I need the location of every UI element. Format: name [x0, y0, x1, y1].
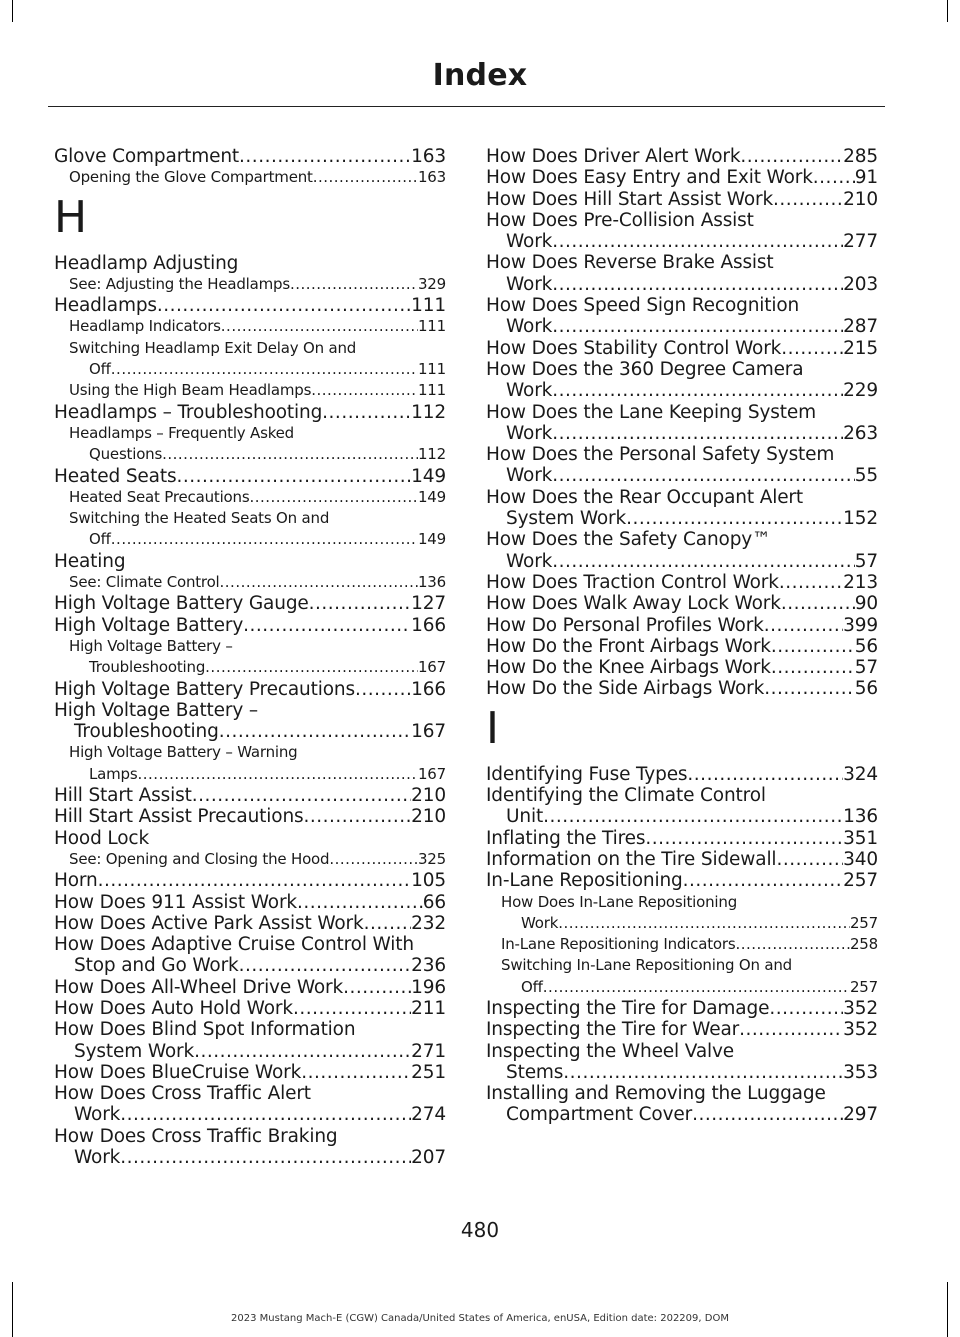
entry-text: How Does Cross Traffic Braking — [54, 1125, 338, 1147]
entry-text: Work — [74, 1147, 121, 1169]
page-reference[interactable]: 210 — [843, 188, 878, 210]
crop-mark-bottom-left — [12, 1282, 13, 1337]
dot-leader — [111, 529, 418, 550]
page-reference[interactable]: 352 — [843, 997, 878, 1019]
dot-leader — [111, 359, 418, 380]
entry-text: High Voltage Battery Gauge — [54, 593, 309, 615]
entry-text: Work — [506, 231, 553, 253]
entry-text: Questions — [89, 445, 163, 464]
dot-leader — [322, 402, 411, 423]
page-reference[interactable]: 203 — [843, 273, 878, 295]
footer-edition-info: 2023 Mustang Mach-E (CGW) Canada/United States of America, enUSA, Edition date: 202209, DOM — [231, 1313, 729, 1324]
dot-leader — [687, 764, 843, 785]
index-subentry[interactable] — [54, 423, 446, 466]
dot-leader — [98, 870, 411, 891]
index-entry[interactable] — [486, 167, 878, 188]
entry-text: Work — [506, 316, 553, 338]
dot-leader — [781, 593, 855, 614]
index-subentry[interactable] — [54, 274, 446, 295]
index-column-left — [54, 146, 446, 1168]
entry-text: Headlamp Indicators — [69, 317, 221, 336]
entry-text: Work — [506, 550, 553, 572]
page-reference[interactable]: 149 — [411, 465, 446, 487]
index-column-right — [486, 146, 878, 1126]
entry-text: High Voltage Battery – — [69, 636, 233, 655]
entry-text: Heating — [54, 550, 126, 572]
entry-text: Lamps — [89, 764, 138, 783]
dot-leader — [311, 380, 418, 401]
entry-text: How Does Blind Spot Information — [54, 1019, 356, 1041]
entry-text: Headlamps – Frequently Asked — [69, 423, 295, 442]
dot-leader — [740, 146, 843, 167]
entry-text: How Does Easy Entry and Exit Work — [486, 167, 813, 189]
dot-leader — [157, 295, 411, 316]
dot-leader — [120, 1147, 411, 1168]
entry-text: How Does Walk Away Lock Work — [486, 593, 781, 615]
entry-text: How Does the 360 Degree Camera — [486, 358, 804, 380]
entry-text: High Voltage Battery – — [54, 699, 258, 721]
dot-leader — [779, 572, 843, 593]
entry-text: Work — [521, 913, 559, 932]
index-entry[interactable] — [486, 402, 878, 445]
page-reference[interactable]: 105 — [411, 870, 446, 892]
page-reference[interactable]: 257 — [843, 870, 878, 892]
entry-text: Inspecting the Wheel Valve — [486, 1040, 735, 1062]
index-entry[interactable] — [54, 1019, 446, 1062]
entry-text: Headlamp Adjusting — [54, 252, 239, 274]
index-entry[interactable] — [486, 252, 878, 295]
page-reference[interactable]: 111 — [411, 295, 446, 317]
dot-leader — [304, 806, 412, 827]
crop-mark-top-right — [947, 0, 948, 22]
entry-text: How Does the Personal Safety System — [486, 444, 835, 466]
page-reference[interactable]: 111 — [417, 317, 446, 336]
entry-text: How Does Reverse Brake Assist — [486, 252, 774, 274]
dot-leader — [176, 466, 411, 487]
entry-text: How Does Active Park Assist Work — [54, 912, 364, 934]
entry-text: How Does Cross Traffic Alert — [54, 1083, 311, 1105]
dot-leader — [552, 423, 843, 444]
dot-leader — [297, 892, 423, 913]
index-subentry[interactable] — [486, 892, 878, 935]
index-subentry[interactable] — [54, 487, 446, 508]
page-reference[interactable]: 57 — [854, 550, 878, 572]
page-reference[interactable]: 57 — [854, 657, 878, 679]
entry-text: Identifying Fuse Types — [486, 763, 688, 785]
page-reference[interactable]: 149 — [417, 487, 446, 506]
page-reference[interactable]: 263 — [843, 422, 878, 444]
index-subentry[interactable] — [54, 742, 446, 785]
index-subentry[interactable] — [54, 167, 446, 188]
page-reference[interactable]: 351 — [843, 827, 878, 849]
page-reference[interactable]: 257 — [849, 913, 878, 932]
entry-text: See: Adjusting the Headlamps — [69, 274, 290, 293]
dot-leader — [771, 636, 855, 657]
dot-leader — [552, 274, 843, 295]
index-entry[interactable] — [486, 338, 878, 359]
index-entry[interactable] — [54, 1126, 446, 1169]
index-entry[interactable] — [486, 295, 878, 338]
index-entry[interactable] — [54, 253, 446, 274]
dot-leader — [773, 189, 843, 210]
dot-leader — [220, 572, 418, 593]
index-entry[interactable] — [486, 146, 878, 167]
index-entry[interactable] — [486, 870, 878, 891]
dot-leader — [309, 593, 411, 614]
index-subentry[interactable] — [54, 338, 446, 381]
dot-leader — [776, 849, 843, 870]
dot-leader — [683, 870, 843, 891]
entry-text: Work — [506, 465, 553, 487]
entry-text: High Voltage Battery – Warning — [69, 743, 298, 762]
dot-leader — [626, 508, 843, 529]
page-reference[interactable]: 166 — [411, 678, 446, 700]
entry-text: Off — [521, 977, 543, 996]
entry-text: Hood Lock — [54, 827, 150, 849]
dot-leader — [162, 444, 418, 465]
page-reference[interactable]: 90 — [854, 593, 878, 615]
page-reference[interactable]: 274 — [411, 1104, 446, 1126]
index-entry[interactable] — [54, 913, 446, 934]
page-reference[interactable]: 167 — [417, 764, 446, 783]
index-entry[interactable] — [486, 593, 878, 614]
entry-text: How Does the Rear Occupant Alert — [486, 486, 803, 508]
entry-text: Heated Seat Precautions — [69, 487, 250, 506]
index-entry[interactable] — [486, 444, 878, 487]
entry-text: High Voltage Battery Precautions — [54, 678, 355, 700]
entry-text: Work — [74, 1104, 121, 1126]
dot-leader — [543, 806, 843, 827]
index-entry[interactable] — [54, 806, 446, 827]
entry-text: In-Lane Repositioning — [486, 870, 683, 892]
index-entry[interactable] — [486, 849, 878, 870]
entry-text: System Work — [74, 1040, 195, 1062]
page-reference[interactable]: 136 — [417, 573, 446, 592]
section-letter: I — [486, 702, 499, 754]
page-reference[interactable]: 56 — [854, 678, 878, 700]
entry-text: Compartment Cover — [506, 1104, 693, 1126]
index-entry[interactable] — [54, 892, 446, 913]
entry-text: Glove Compartment — [54, 146, 240, 167]
dot-leader — [552, 231, 843, 252]
entry-text: Headlamps — [54, 295, 157, 317]
page-reference[interactable]: 340 — [843, 848, 878, 870]
index-subentry[interactable] — [486, 934, 878, 955]
page-reference[interactable]: 112 — [411, 401, 446, 423]
dot-leader — [739, 1019, 843, 1040]
page-reference[interactable]: 257 — [849, 977, 878, 996]
entry-text: Hill Start Assist — [54, 785, 192, 807]
entry-text: Information on the Tire Sidewall — [486, 848, 777, 870]
entry-text: System Work — [506, 508, 627, 530]
entry-text: Opening the Glove Compartment — [69, 168, 313, 187]
dot-leader — [313, 167, 418, 188]
entry-text: Identifying the Climate Control — [486, 785, 766, 807]
dot-leader — [120, 1104, 411, 1125]
entry-text: How Do the Side Airbags Work — [486, 678, 765, 700]
entry-text: How Does Hill Start Assist Work — [486, 188, 774, 210]
crop-mark-top-left — [12, 0, 13, 22]
page-reference[interactable]: 258 — [849, 935, 878, 954]
index-subentry[interactable] — [54, 849, 446, 870]
entry-text: How Do the Front Airbags Work — [486, 635, 771, 657]
entry-text: Switching Headlamp Exit Delay On and — [69, 338, 357, 357]
dot-leader — [771, 657, 855, 678]
entry-text: How Does Auto Hold Work — [54, 997, 293, 1019]
entry-text: How Does Adaptive Cruise Control With — [54, 934, 414, 956]
index-entry[interactable] — [54, 785, 446, 806]
entry-text: How Do Personal Profiles Work — [486, 614, 764, 636]
header-divider — [48, 106, 885, 107]
entry-text: Troubleshooting — [89, 658, 206, 677]
index-entry[interactable] — [54, 828, 446, 849]
entry-text: How Does BlueCruise Work — [54, 1061, 302, 1083]
index-entry[interactable] — [486, 678, 878, 699]
dot-leader — [813, 167, 855, 188]
index-subentry[interactable] — [54, 572, 446, 593]
page-reference[interactable]: 152 — [843, 508, 878, 530]
page-reference[interactable]: 167 — [411, 721, 446, 743]
entry-text: How Does All-Wheel Drive Work — [54, 976, 344, 998]
index-entry[interactable] — [54, 1062, 446, 1083]
page-reference[interactable]: 111 — [417, 360, 446, 379]
dot-leader — [219, 721, 411, 742]
dot-leader — [343, 977, 411, 998]
dot-leader — [329, 849, 418, 870]
index-entry[interactable] — [486, 359, 878, 402]
entry-text: Inspecting the Tire for Damage — [486, 997, 770, 1019]
entry-text: Horn — [54, 870, 98, 892]
entry-text: Headlamps – Troubleshooting — [54, 401, 323, 423]
dot-leader — [205, 657, 418, 678]
page-reference[interactable]: 166 — [411, 614, 446, 636]
index-entry[interactable] — [486, 487, 878, 530]
entry-text: Unit — [506, 806, 544, 828]
index-entry[interactable] — [54, 146, 446, 167]
entry-text: How Does Stability Control Work — [486, 337, 782, 359]
entry-text: Inspecting the Tire for Wear — [486, 1019, 740, 1041]
entry-text: How Does the Safety Canopy™ — [486, 529, 771, 551]
index-subentry[interactable] — [486, 955, 878, 998]
index-entry[interactable] — [486, 785, 878, 828]
page-reference[interactable]: 210 — [411, 806, 446, 828]
index-entry[interactable] — [486, 764, 878, 785]
dot-leader — [552, 465, 855, 486]
index-entry[interactable] — [54, 870, 446, 891]
index-entry[interactable] — [486, 1083, 878, 1126]
entry-text: Using the High Beam Headlamps — [69, 381, 312, 400]
entry-text: How Does In-Lane Repositioning — [501, 892, 738, 911]
page-title: Index — [432, 58, 528, 93]
dot-leader — [192, 785, 411, 806]
dot-leader — [364, 913, 412, 934]
entry-text: Off — [89, 360, 111, 379]
index-entry[interactable] — [486, 828, 878, 849]
page-reference[interactable]: 399 — [843, 614, 878, 636]
entry-text: How Does Speed Sign Recognition — [486, 295, 800, 317]
dot-leader — [692, 1104, 843, 1125]
page-reference[interactable]: 229 — [843, 380, 878, 402]
page-reference[interactable]: 55 — [854, 465, 878, 487]
dot-leader — [355, 679, 411, 700]
page-reference[interactable]: 163 — [411, 146, 446, 167]
index-subentry[interactable] — [54, 508, 446, 551]
entry-text: Troubleshooting — [74, 721, 219, 743]
index-subentry[interactable] — [54, 316, 446, 337]
index-entry[interactable] — [54, 700, 446, 743]
page-reference[interactable]: 325 — [417, 849, 446, 868]
dot-leader — [243, 615, 411, 636]
entry-text: Stop and Go Work — [74, 955, 239, 977]
page-reference[interactable]: 211 — [411, 997, 446, 1019]
dot-leader — [552, 380, 843, 401]
index-entry[interactable] — [54, 977, 446, 998]
section-letter: H — [54, 191, 88, 243]
dot-leader — [239, 146, 411, 167]
dot-leader — [194, 1041, 411, 1062]
index-entry[interactable] — [486, 636, 878, 657]
index-subentry[interactable] — [54, 380, 446, 401]
index-entry[interactable] — [486, 998, 878, 1019]
page-reference[interactable]: 207 — [411, 1147, 446, 1169]
page-reference[interactable]: 352 — [843, 1019, 878, 1041]
page-reference[interactable]: 277 — [843, 231, 878, 253]
index-entry[interactable] — [486, 657, 878, 678]
index-entry[interactable] — [54, 679, 446, 700]
entry-text: How Do the Knee Airbags Work — [486, 657, 771, 679]
index-entry[interactable] — [486, 210, 878, 253]
page-reference[interactable]: 287 — [843, 316, 878, 338]
page-number: 480 — [460, 1218, 500, 1242]
page-reference[interactable]: 251 — [411, 1061, 446, 1083]
page-reference[interactable]: 167 — [417, 658, 446, 677]
entry-text: High Voltage Battery — [54, 614, 244, 636]
dot-leader — [552, 316, 843, 337]
page-reference[interactable]: 66 — [422, 891, 446, 913]
page-reference[interactable]: 353 — [843, 1061, 878, 1083]
index-entry[interactable] — [54, 998, 446, 1019]
entry-text: How Does Traction Control Work — [486, 571, 779, 593]
dot-leader — [290, 274, 418, 295]
dot-leader — [293, 998, 411, 1019]
entry-text: Work — [506, 380, 553, 402]
page-reference[interactable]: 91 — [854, 167, 878, 189]
dot-leader — [301, 1062, 411, 1083]
index-entry[interactable] — [486, 1019, 878, 1040]
dot-leader — [221, 316, 418, 337]
entry-text: Off — [89, 530, 111, 549]
page-reference[interactable]: 163 — [417, 168, 446, 187]
page-reference[interactable]: 297 — [843, 1104, 878, 1126]
page-reference[interactable]: 271 — [411, 1040, 446, 1062]
dot-leader — [239, 955, 412, 976]
entry-text: How Does Pre-Collision Assist — [486, 209, 754, 231]
page-reference[interactable]: 324 — [843, 763, 878, 785]
page-reference[interactable]: 215 — [843, 337, 878, 359]
page-reference[interactable]: 112 — [417, 445, 446, 464]
dot-leader — [249, 487, 418, 508]
dot-leader — [781, 338, 843, 359]
page-reference[interactable]: 236 — [411, 955, 446, 977]
dot-leader — [563, 1062, 843, 1083]
page-reference[interactable]: 149 — [417, 530, 446, 549]
index-entry[interactable] — [486, 529, 878, 572]
page-reference[interactable]: 285 — [843, 146, 878, 167]
page-reference[interactable]: 127 — [411, 593, 446, 615]
index-entry[interactable] — [54, 615, 446, 636]
page-reference[interactable]: 329 — [417, 274, 446, 293]
entry-text: Installing and Removing the Luggage — [486, 1083, 826, 1105]
page-reference[interactable]: 111 — [417, 381, 446, 400]
entry-text: See: Climate Control — [69, 573, 220, 592]
page-reference[interactable]: 196 — [411, 976, 446, 998]
index-entry[interactable] — [54, 1083, 446, 1126]
page-reference[interactable]: 56 — [854, 635, 878, 657]
entry-text: How Does the Lane Keeping System — [486, 401, 816, 423]
entry-text: How Does 911 Assist Work — [54, 891, 297, 913]
entry-text: Switching In-Lane Repositioning On and — [501, 956, 793, 975]
dot-leader — [552, 551, 855, 572]
dot-leader — [543, 977, 850, 998]
index-entry[interactable] — [54, 593, 446, 614]
dot-leader — [735, 934, 850, 955]
entry-text: See: Opening and Closing the Hood — [69, 849, 330, 868]
dot-leader — [769, 998, 843, 1019]
index-entry[interactable] — [54, 295, 446, 316]
index-entry[interactable] — [486, 189, 878, 210]
entry-text: Stems — [506, 1061, 564, 1083]
crop-mark-bottom-right — [947, 1282, 948, 1337]
index-entry[interactable] — [54, 402, 446, 423]
page-reference[interactable]: 136 — [843, 806, 878, 828]
page-reference[interactable]: 213 — [843, 571, 878, 593]
index-entry[interactable] — [486, 572, 878, 593]
entry-text: How Does Driver Alert Work — [486, 146, 741, 167]
dot-leader — [764, 678, 855, 699]
index-entry[interactable] — [486, 1041, 878, 1084]
entry-text: Hill Start Assist Precautions — [54, 806, 304, 828]
entry-text: Work — [506, 273, 553, 295]
index-entry[interactable] — [486, 615, 878, 636]
entry-text: In-Lane Repositioning Indicators — [501, 935, 736, 954]
index-entry[interactable] — [54, 934, 446, 977]
dot-leader — [558, 913, 850, 934]
entry-text: Work — [506, 422, 553, 444]
entry-text: Inflating the Tires — [486, 827, 646, 849]
entry-text: Switching the Heated Seats On and — [69, 509, 330, 528]
page-reference[interactable]: 210 — [411, 785, 446, 807]
dot-leader — [645, 828, 843, 849]
dot-leader — [138, 764, 418, 785]
entry-text: Heated Seats — [54, 465, 177, 487]
index-entry[interactable] — [54, 466, 446, 487]
dot-leader — [764, 615, 843, 636]
index-subentry[interactable] — [54, 636, 446, 679]
page-reference[interactable]: 232 — [411, 912, 446, 934]
index-entry[interactable] — [54, 551, 446, 572]
